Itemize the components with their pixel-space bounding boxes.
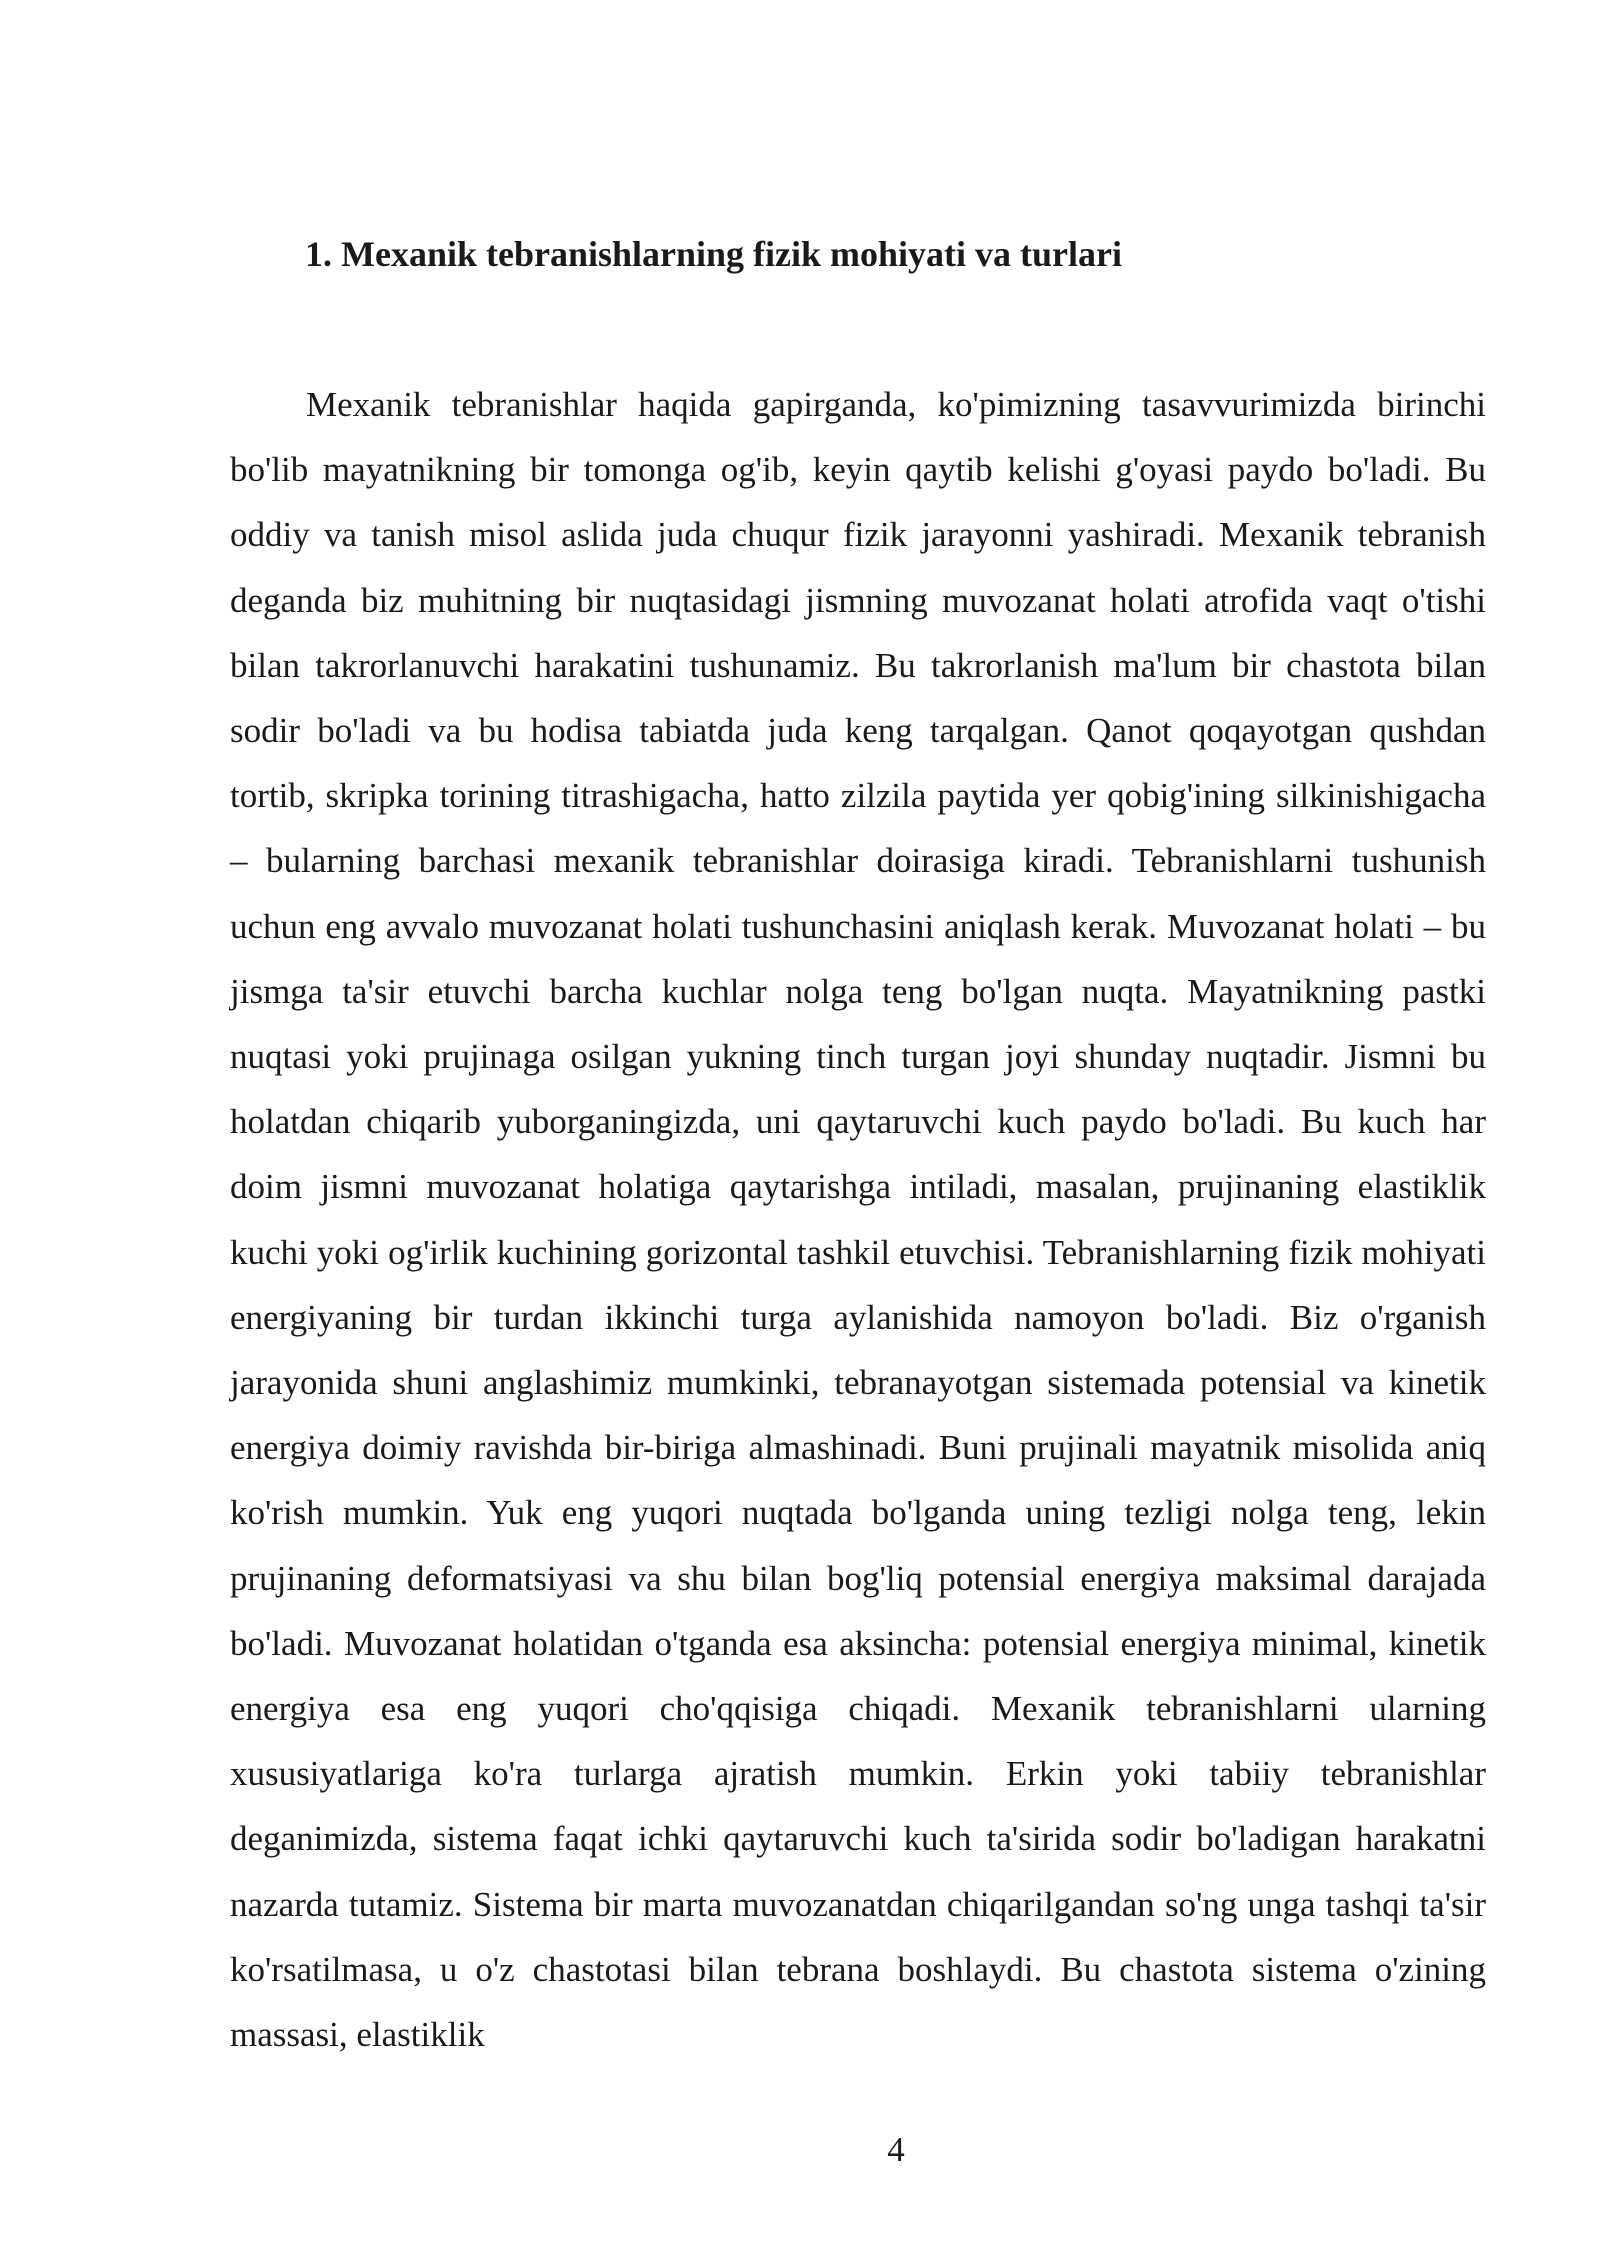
section-heading: 1. Mexanik tebranishlarning fizik mohiyati va turlari xyxy=(305,234,1123,274)
body-paragraph: Mexanik tebranishlar haqida gapirganda, ko'pimizning tasavvurimizda birinchi bo'lib mayatnikning bir tomonga og'ib, keyin qaytib kelishi g'oyasi paydo bo'ladi. Bu oddiy va tanish misol aslida juda chuqur fizik jarayonni yashiradi. Mexanik tebranish deganda biz muhitning bir nuqtasidagi jismning muvozanat holati atrofida vaqt o'tishi bilan takrorlanuvchi harakatini tushunamiz. Bu takrorlanish ma'lum bir chastota bilan sodir bo'ladi va bu hodisa tabiatda juda keng tarqalgan. Qanot qoqayotgan qushdan tortib, skripka torining titrashigacha, hatto zilzila paytida yer qobig'ining silkinishigacha – bularning barchasi mexanik tebranishlar doirasiga kiradi. Tebranishlarni tushunish uchun eng avvalo muvozanat holati tushunchasini aniqlash kerak. Muvozanat holati – bu jismga ta'sir etuvchi barcha kuchlar nolga teng bo'lgan nuqta. Mayatnikning pastki nuqtasi yoki prujinaga osilgan yukning tinch turgan joyi shunday nuqtadir. Jismni bu holatdan chiqarib yuborganingizda, uni qaytaruvchi kuch paydo bo'ladi. Bu kuch har doim jismni muvozanat holatiga qaytarishga intiladi, masalan, prujinaning elastiklik kuchi yoki og'irlik kuchining gorizontal tashkil etuvchisi. Tebranishlarning fizik mohiyati energiyaning bir turdan ikkinchi turga aylanishida namoyon bo'ladi. Biz o'rganish jarayonida shuni anglashimiz mumkinki, tebranayotgan sistemada potensial va kinetik energiya doimiy ravishda bir-biriga almashinadi. Buni prujinali mayatnik misolida aniq ko'rish mumkin. Yuk eng yuqori nuqtada bo'lganda uning tezligi nolga teng, lekin prujinaning deformatsiyasi va shu bilan bog'liq potensial energiya maksimal darajada bo'ladi. Muvozanat holatidan o'tganda esa aksincha: potensial energiya minimal, kinetik energiya esa eng yuqori cho'qqisiga chiqadi. Mexanik tebranishlarni ularning xususiyatlariga ko'ra turlarga ajratish mumkin. Erkin yoki tabiiy tebranishlar deganimizda, sistema faqat ichki qaytaruvchi kuch ta'sirida sodir bo'ladigan harakatni nazarda tutamiz. Sistema bir marta muvozanatdan chiqarilgandan so'ng unga tashqi ta'sir ko'rsatilmasa, u o'z chastotasi bilan tebrana boshlaydi. Bu chastota sistema o'zining massasi, elastiklik xyxy=(230,385,1486,2055)
page-number: 4 xyxy=(887,2130,905,2169)
